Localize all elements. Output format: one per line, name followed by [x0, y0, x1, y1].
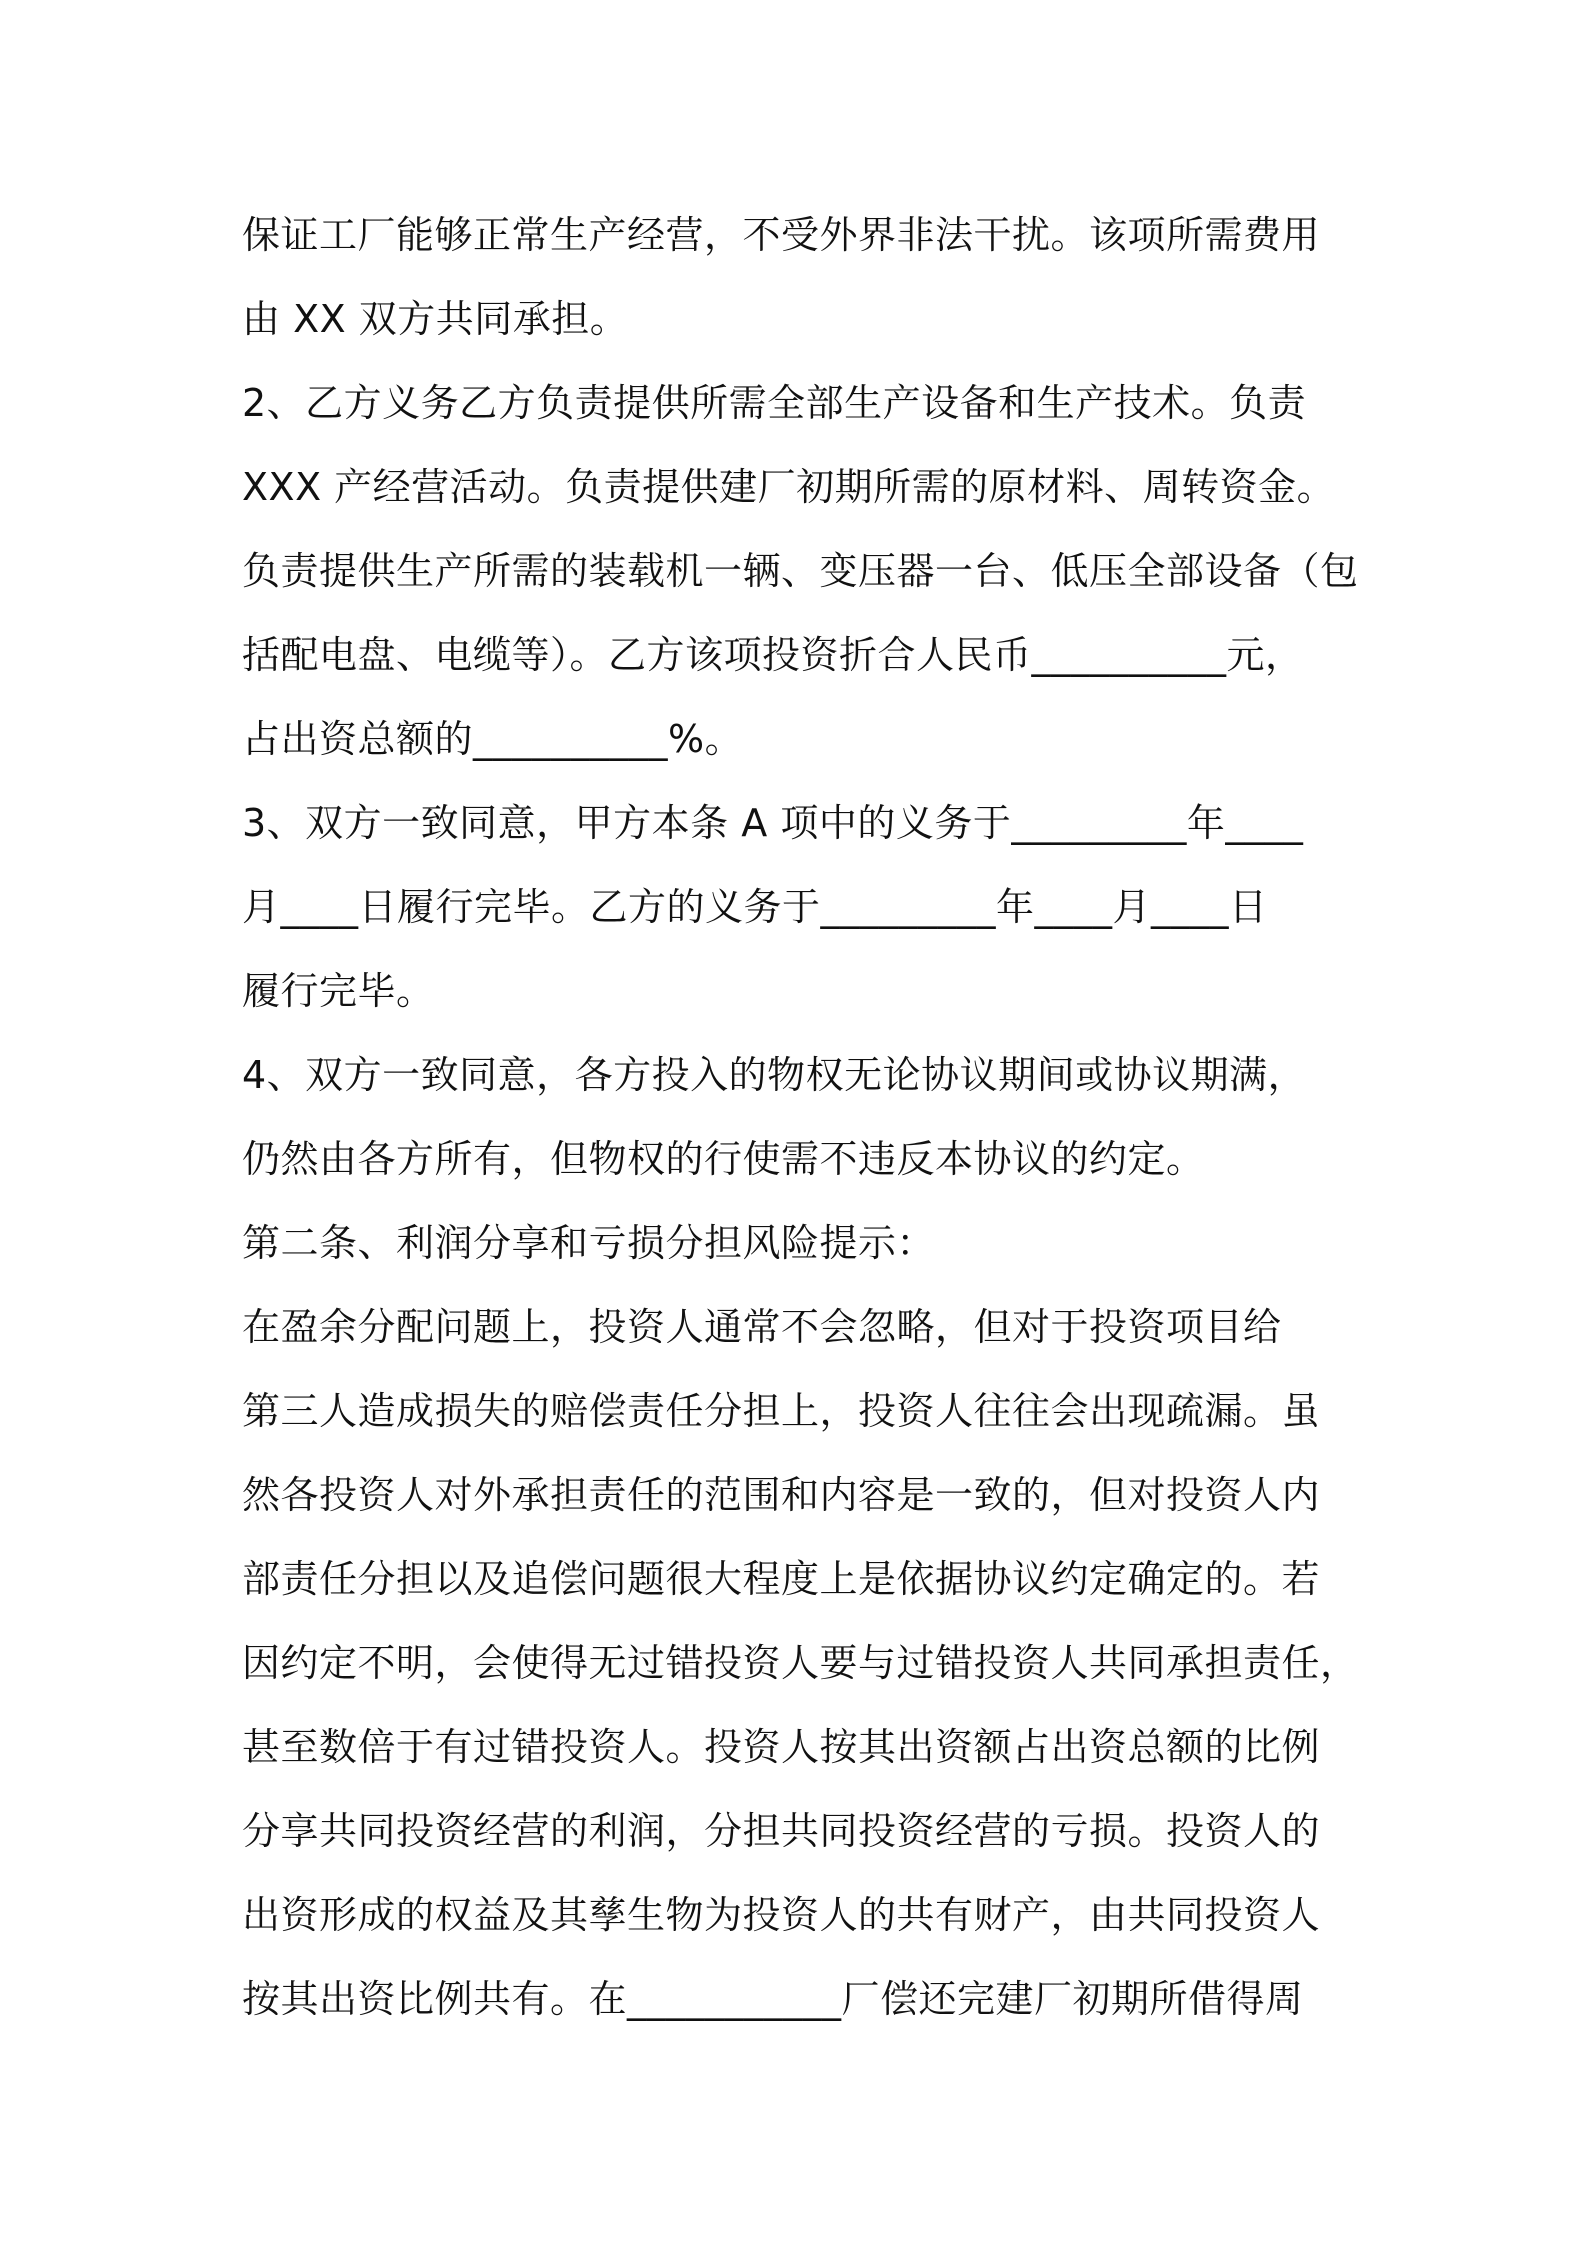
- text-line: 在盈余分配问题上，投资人通常不会忽略，但对于投资项目给: [242, 1305, 1282, 1349]
- text-line: 3、双方一致同意，甲方本条 A 项中的义务于_________年____: [242, 801, 1304, 845]
- text-line: 保证工厂能够正常生产经营，不受外界非法干扰。该项所需费用: [242, 213, 1321, 257]
- text-line: 按其出资比例共有。在___________厂偿还完建厂初期所借得周: [242, 1977, 1304, 2021]
- text-line: 由 XX 双方共同承担。: [242, 297, 629, 341]
- document-body: [242, 193, 1362, 2041]
- text-line: 因约定不明，会使得无过错投资人要与过错投资人共同承担责任，: [242, 1641, 1359, 1685]
- text-line: 然各投资人对外承担责任的范围和内容是一致的，但对投资人内: [242, 1473, 1321, 1517]
- text-line: XXX 产经营活动。负责提供建厂初期所需的原材料、周转资金。: [242, 465, 1336, 509]
- text-line: 仍然由各方所有，但物权的行使需不违反本协议的约定。: [242, 1137, 1205, 1181]
- text-line: 甚至数倍于有过错投资人。投资人按其出资额占出资总额的比例: [242, 1725, 1321, 1769]
- text-line: 4、双方一致同意，各方投入的物权无论协议期间或协议期满，: [242, 1053, 1307, 1097]
- text-line: 分享共同投资经营的利润，分担共同投资经营的亏损。投资人的: [242, 1809, 1321, 1853]
- text-line: 第三人造成损失的赔偿责任分担上，投资人往往会出现疏漏。虽: [242, 1389, 1321, 1433]
- text-line: 2、乙方义务乙方负责提供所需全部生产设备和生产技术。负责: [242, 381, 1307, 425]
- text-line: 部责任分担以及追偿问题很大程度上是依据协议约定确定的。若: [242, 1557, 1321, 1601]
- text-line: 履行完毕。: [242, 969, 435, 1013]
- text-line: 出资形成的权益及其孳生物为投资人的共有财产，由共同投资人: [242, 1893, 1321, 1937]
- text-line: 月____日履行完毕。乙方的义务于_________年____月____日: [242, 885, 1268, 929]
- text-line: 占出资总额的__________%。: [242, 717, 744, 761]
- text-line: 负责提供生产所需的装载机一辆、变压器一台、低压全部设备（包: [242, 549, 1359, 593]
- section-heading: 第二条、利润分享和亏损分担风险提示：: [242, 1221, 936, 1265]
- text-line: 括配电盘、电缆等）。乙方该项投资折合人民币__________元，: [242, 633, 1304, 677]
